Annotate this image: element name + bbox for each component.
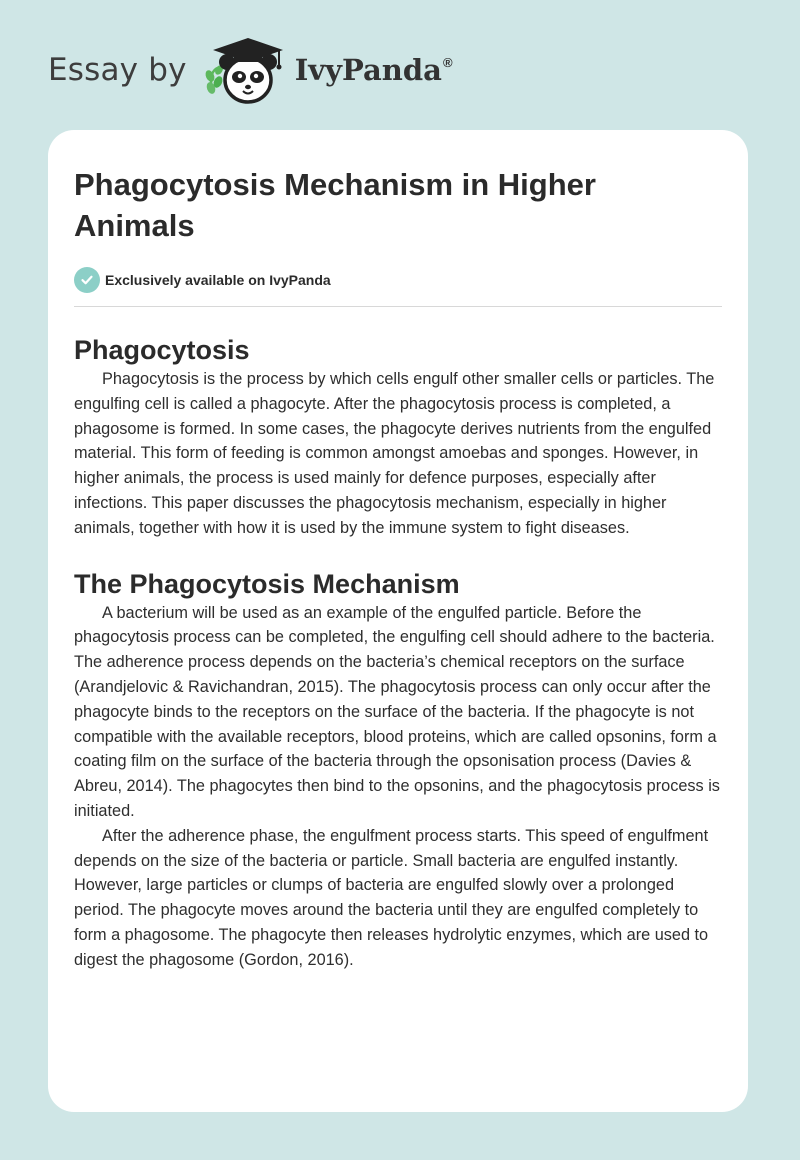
brand-name: IvyPanda®	[294, 53, 453, 87]
check-icon	[74, 267, 100, 293]
essay-by-label: Essay by	[48, 52, 187, 88]
essay-card	[48, 130, 748, 1112]
exclusive-label: Exclusively available on IvyPanda	[105, 272, 331, 288]
divider	[74, 306, 722, 307]
paragraph: After the adherence phase, the engulfment process starts. This speed of engulfment depends on the size of the bacteria or particle. Small bacteria are engulfed instantly. However, large particles or clumps of bacteria are engulfed slowly over a prolonged period. The phagocyte moves around the bacteria until they are engulfed completely to form a phagosome. The phagocyte then releases hydrolytic enzymes, which are used to digest the phagosome (Gordon, 2016).	[74, 826, 709, 969]
paragraph: A bacterium will be used as an example of the engulfed particle. Before the phagocytosis process can be completed, the engulfing cell should adhere to the bacteria. The adherence process depends on the bacteria’s chemical receptors on the surface (Arandjelovic & Ravichandran, 2015). The phagocytosis process can only occur after the phagocyte binds to the receptors on the surface of the bacteria. If the phagocyte is not compatible with the available receptors, blood proteins, which are called opsonins, form a coating film on the surface of the bacteria through the opsonisation process (Davies & Abreu, 2014). The phagocytes then bind to the opsonins, and the phagocytosis process is initiated.	[74, 603, 720, 820]
exclusive-badge	[74, 267, 722, 293]
section-heading-phagocytosis: Phagocytosis	[74, 335, 250, 365]
panda-logo-icon	[201, 30, 289, 110]
essay-title: Phagocytosis Mechanism in Higher Animals	[74, 167, 596, 243]
site-header	[48, 30, 508, 110]
section-heading-mechanism: The Phagocytosis Mechanism	[74, 568, 460, 599]
paragraph: Phagocytosis is the process by which cells engulf other smaller cells or particles. The engulfing cell is called a phagocyte. After the phagocytosis process is completed, a phagosome is formed. In some cases, the phagocyte derives nutrients from the engulfed material. This form of feeding is common amongst amoebas and sponges. However, in higher animals, the process is used mainly for defence purposes, especially after infections. This paper discusses the phagocytosis mechanism, especially in higher animals, together with how it is used by the immune system to fight diseases.	[74, 370, 715, 537]
